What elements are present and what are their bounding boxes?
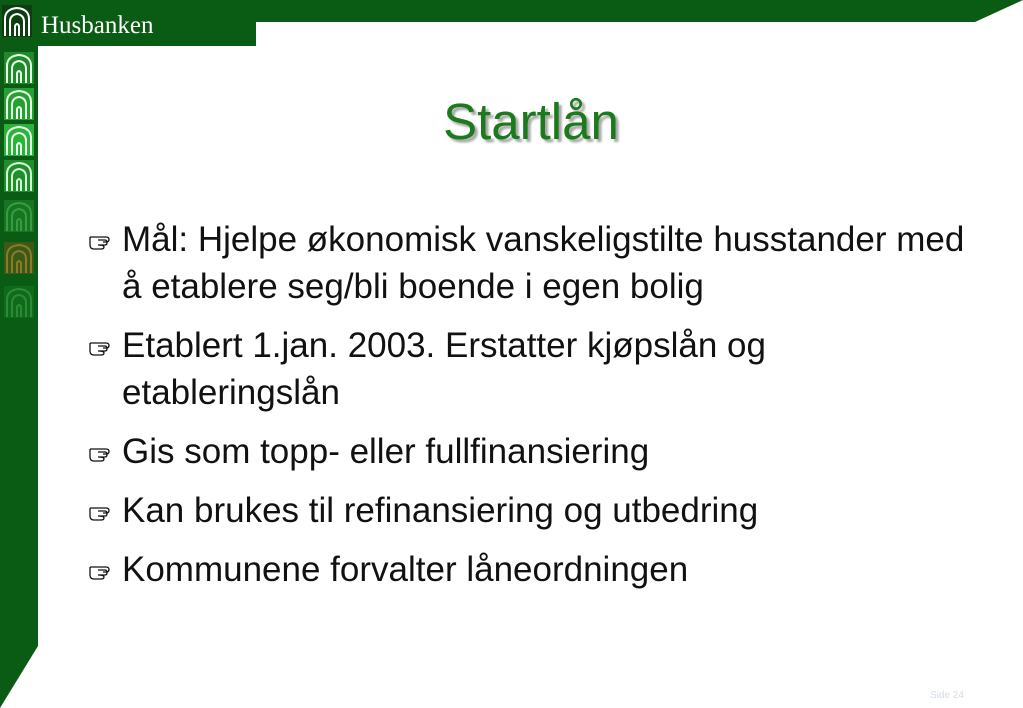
list-item (88, 546, 968, 593)
pointing-hand-icon (88, 338, 116, 356)
brand-header (0, 0, 256, 46)
bullet-text: Etablert 1.jan. 2003. Erstatter kjøpslån og etableringslån (122, 326, 766, 412)
bullet-text: Gis som topp- eller fullfinansiering (122, 432, 650, 471)
list-item (88, 487, 968, 534)
brand-name: Husbanken (41, 12, 154, 39)
side-bar-corner (0, 646, 38, 708)
house-arch-icon (4, 286, 34, 318)
house-arch-icon (4, 242, 34, 274)
house-arch-icon (4, 160, 34, 192)
house-arch-icon (4, 200, 34, 232)
pointing-hand-icon (88, 562, 116, 580)
pointing-hand-icon (88, 232, 116, 250)
list-item (88, 216, 968, 310)
list-item (88, 428, 968, 475)
pointing-hand-icon (88, 444, 116, 462)
bullet-text: Kan brukes til refinansiering og utbedring (122, 491, 759, 530)
house-arch-icon (4, 52, 34, 84)
top-banner-corner (975, 0, 1023, 22)
pointing-hand-icon (88, 503, 116, 521)
house-arch-icon (2, 5, 32, 37)
slide-title: Startlån (443, 93, 619, 150)
list-item (88, 322, 968, 416)
bullet-text: Mål: Hjelpe økonomisk vanskeligstilte husstander med å etablere seg/bli boende i egen bolig (122, 220, 965, 306)
page-number: Side 24 (930, 690, 964, 701)
bullet-list (88, 216, 968, 605)
bullet-text: Kommunene forvalter låneordningen (122, 550, 689, 589)
